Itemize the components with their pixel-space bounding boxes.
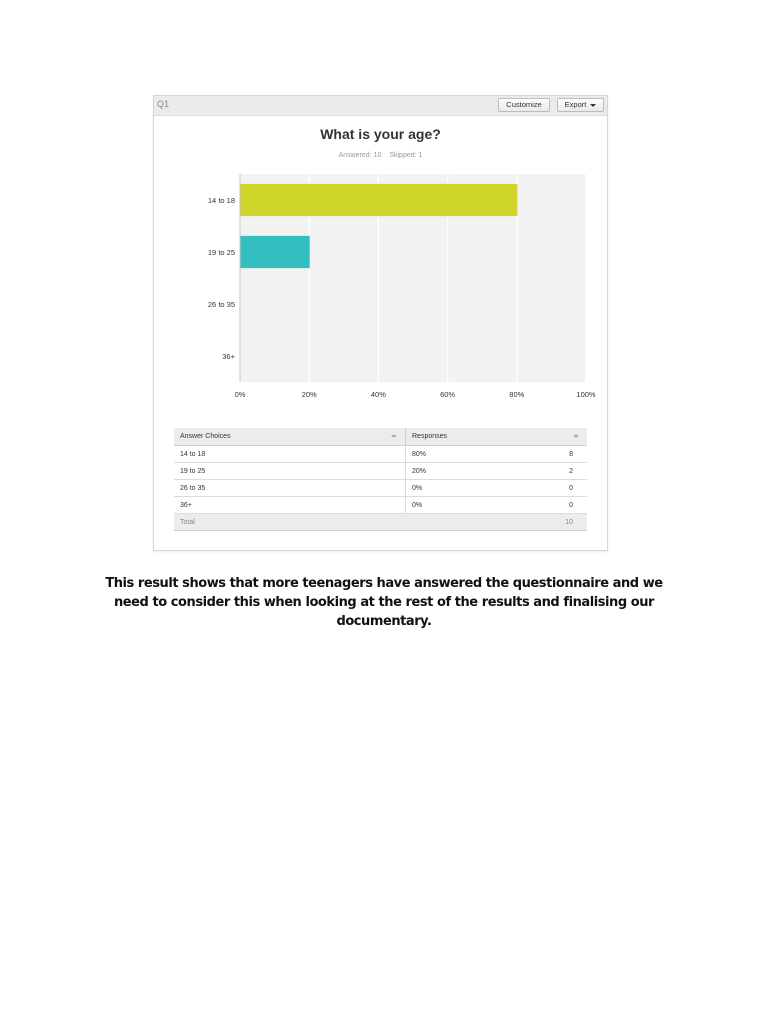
total-row: [174, 514, 587, 531]
table-row: [174, 463, 587, 480]
sort-icon: [573, 435, 579, 438]
response-count: 8: [494, 446, 587, 463]
table-row: [174, 446, 587, 463]
export-label: Export: [564, 100, 587, 109]
y-category-label: 36+: [222, 352, 235, 361]
x-tick-label: 60%: [440, 390, 456, 399]
table-row: [174, 480, 587, 497]
table-header-row: [174, 428, 587, 446]
total-label: Total: [174, 514, 494, 531]
y-category-label: 14 to 18: [207, 196, 235, 205]
answer-choice: 19 to 25: [174, 463, 406, 480]
x-tick-label: 40%: [370, 390, 386, 399]
question-label: Q1: [157, 99, 170, 109]
x-tick-label: 80%: [509, 390, 525, 399]
response-count: 0: [494, 480, 587, 497]
response-count: 2: [494, 463, 587, 480]
customize-button[interactable]: Customize: [498, 98, 550, 112]
header-responses[interactable]: Responses: [406, 428, 588, 446]
response-count: 0: [494, 497, 587, 514]
survey-result-panel: [153, 95, 608, 551]
answer-choice: 14 to 18: [174, 446, 406, 463]
answer-choice: 36+: [174, 497, 406, 514]
bar: [241, 184, 518, 216]
x-tick-label: 0%: [234, 390, 246, 399]
results-table: [174, 428, 587, 531]
answer-choice: 26 to 35: [174, 480, 406, 497]
response-percent: 20%: [406, 463, 495, 480]
y-category-label: 19 to 25: [207, 248, 235, 257]
bar-chart: [154, 96, 609, 416]
sort-icon: [391, 435, 397, 438]
response-percent: 0%: [406, 497, 495, 514]
response-percent: 80%: [406, 446, 495, 463]
x-tick-label: 100%: [576, 390, 596, 399]
caption-text: This result shows that more teenagers have answered the questionnaire and we need to consider this when looking at the rest of the results and finalising our documentary.: [105, 576, 663, 629]
skipped-count: Skipped: 1: [389, 152, 423, 159]
table-row: [174, 497, 587, 514]
x-tick-label: 20%: [301, 390, 317, 399]
header-answer-choices[interactable]: Answer Choices: [174, 428, 406, 446]
y-category-label: 26 to 35: [207, 300, 235, 309]
answered-count: Answered: 10: [338, 152, 382, 159]
total-value: 10: [494, 514, 587, 531]
response-percent: 0%: [406, 480, 495, 497]
bar: [241, 236, 310, 268]
chart-title: What is your age?: [320, 126, 441, 142]
